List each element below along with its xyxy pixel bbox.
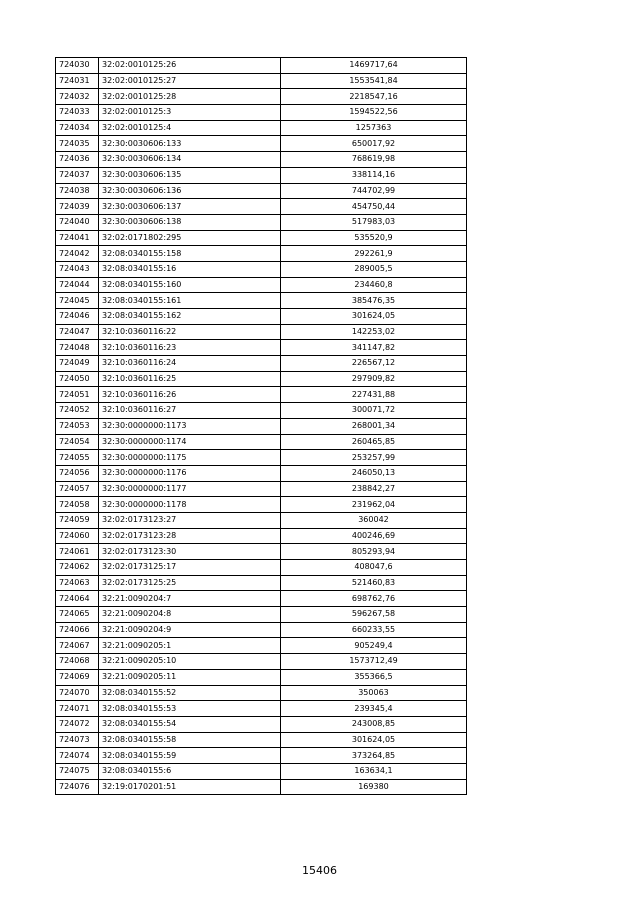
- cadastral-number-cell: 32:30:0000000:1174: [99, 434, 281, 450]
- value-cell: 341147,82: [281, 340, 467, 356]
- value-cell: 521460,83: [281, 575, 467, 591]
- value-cell: 169380: [281, 779, 467, 795]
- cadastral-number-cell: 32:30:0000000:1177: [99, 481, 281, 497]
- cadastral-number-cell: 32:02:0173123:30: [99, 544, 281, 560]
- value-cell: 239345,4: [281, 701, 467, 717]
- row-id-cell: 724071: [56, 701, 99, 717]
- cadastral-number-cell: 32:30:0000000:1178: [99, 497, 281, 513]
- table-row: [56, 356, 467, 372]
- table-row: [56, 544, 467, 560]
- cadastral-number-cell: 32:08:0340155:6: [99, 763, 281, 779]
- row-id-cell: 724061: [56, 544, 99, 560]
- table-row: [56, 105, 467, 121]
- cadastral-number-cell: 32:10:0360116:22: [99, 324, 281, 340]
- value-cell: 454750,44: [281, 199, 467, 215]
- value-cell: 698762,76: [281, 591, 467, 607]
- cadastral-number-cell: 32:02:0173125:25: [99, 575, 281, 591]
- table-row: [56, 434, 467, 450]
- cadastral-number-cell: 32:08:0340155:16: [99, 261, 281, 277]
- row-id-cell: 724072: [56, 716, 99, 732]
- cadastral-number-cell: 32:02:0010125:4: [99, 120, 281, 136]
- cadastral-value-table: [55, 57, 467, 795]
- table-row: [56, 591, 467, 607]
- cadastral-number-cell: 32:08:0340155:54: [99, 716, 281, 732]
- value-cell: 660233,55: [281, 622, 467, 638]
- cadastral-number-cell: 32:10:0360116:24: [99, 356, 281, 372]
- cadastral-number-cell: 32:02:0010125:27: [99, 73, 281, 89]
- table-row: [56, 732, 467, 748]
- row-id-cell: 724074: [56, 748, 99, 764]
- value-cell: 289005,5: [281, 261, 467, 277]
- table-row: [56, 309, 467, 325]
- value-cell: 1594522,56: [281, 105, 467, 121]
- cadastral-number-cell: 32:08:0340155:59: [99, 748, 281, 764]
- table-row: [56, 340, 467, 356]
- row-id-cell: 724056: [56, 465, 99, 481]
- table-row: [56, 387, 467, 403]
- row-id-cell: 724032: [56, 89, 99, 105]
- row-id-cell: 724036: [56, 152, 99, 168]
- cadastral-number-cell: 32:08:0340155:161: [99, 293, 281, 309]
- value-cell: 535520,9: [281, 230, 467, 246]
- row-id-cell: 724031: [56, 73, 99, 89]
- value-cell: 385476,35: [281, 293, 467, 309]
- row-id-cell: 724062: [56, 560, 99, 576]
- cadastral-number-cell: 32:21:0090204:8: [99, 607, 281, 623]
- row-id-cell: 724067: [56, 638, 99, 654]
- value-cell: 246050,13: [281, 465, 467, 481]
- row-id-cell: 724050: [56, 371, 99, 387]
- cadastral-number-cell: 32:08:0340155:53: [99, 701, 281, 717]
- table-row: [56, 701, 467, 717]
- cadastral-number-cell: 32:30:0030606:138: [99, 214, 281, 230]
- table-row: [56, 638, 467, 654]
- cadastral-number-cell: 32:21:0090204:9: [99, 622, 281, 638]
- row-id-cell: 724041: [56, 230, 99, 246]
- value-cell: 268001,34: [281, 418, 467, 434]
- table-row: [56, 167, 467, 183]
- table-row: [56, 371, 467, 387]
- row-id-cell: 724043: [56, 261, 99, 277]
- cadastral-number-cell: 32:21:0090204:7: [99, 591, 281, 607]
- cadastral-number-cell: 32:02:0171802:295: [99, 230, 281, 246]
- cadastral-number-cell: 32:30:0000000:1175: [99, 450, 281, 466]
- value-cell: 227431,88: [281, 387, 467, 403]
- value-cell: 517983,03: [281, 214, 467, 230]
- row-id-cell: 724064: [56, 591, 99, 607]
- cadastral-number-cell: 32:30:0030606:134: [99, 152, 281, 168]
- value-cell: 234460,8: [281, 277, 467, 293]
- table-row: [56, 214, 467, 230]
- table-row: [56, 293, 467, 309]
- table-row: [56, 748, 467, 764]
- table-row: [56, 230, 467, 246]
- table-row: [56, 607, 467, 623]
- cadastral-number-cell: 32:21:0090205:10: [99, 654, 281, 670]
- row-id-cell: 724053: [56, 418, 99, 434]
- value-cell: 1257363: [281, 120, 467, 136]
- cadastral-number-cell: 32:10:0360116:26: [99, 387, 281, 403]
- value-cell: 226567,12: [281, 356, 467, 372]
- row-id-cell: 724048: [56, 340, 99, 356]
- cadastral-number-cell: 32:19:0170201:51: [99, 779, 281, 795]
- cadastral-number-cell: 32:30:0030606:133: [99, 136, 281, 152]
- value-cell: 360042: [281, 512, 467, 528]
- row-id-cell: 724034: [56, 120, 99, 136]
- value-cell: 1469717,64: [281, 58, 467, 74]
- table-row: [56, 622, 467, 638]
- row-id-cell: 724045: [56, 293, 99, 309]
- table-row: [56, 575, 467, 591]
- row-id-cell: 724060: [56, 528, 99, 544]
- value-cell: 744702,99: [281, 183, 467, 199]
- cadastral-number-cell: 32:10:0360116:27: [99, 403, 281, 419]
- value-cell: 805293,94: [281, 544, 467, 560]
- value-cell: 238842,27: [281, 481, 467, 497]
- row-id-cell: 724052: [56, 403, 99, 419]
- row-id-cell: 724030: [56, 58, 99, 74]
- cadastral-number-cell: 32:08:0340155:158: [99, 246, 281, 262]
- row-id-cell: 724070: [56, 685, 99, 701]
- row-id-cell: 724058: [56, 497, 99, 513]
- value-cell: 297909,82: [281, 371, 467, 387]
- cadastral-number-cell: 32:30:0000000:1173: [99, 418, 281, 434]
- row-id-cell: 724037: [56, 167, 99, 183]
- value-cell: 355366,5: [281, 669, 467, 685]
- table-row: [56, 497, 467, 513]
- table-row: [56, 58, 467, 74]
- cadastral-number-cell: 32:30:0030606:135: [99, 167, 281, 183]
- value-cell: 905249,4: [281, 638, 467, 654]
- row-id-cell: 724046: [56, 309, 99, 325]
- table-body: [56, 58, 467, 795]
- row-id-cell: 724066: [56, 622, 99, 638]
- table-row: [56, 324, 467, 340]
- table-row: [56, 779, 467, 795]
- cadastral-number-cell: 32:08:0340155:162: [99, 309, 281, 325]
- table-row: [56, 246, 467, 262]
- value-cell: 163634,1: [281, 763, 467, 779]
- value-cell: 292261,9: [281, 246, 467, 262]
- table-row: [56, 716, 467, 732]
- row-id-cell: 724073: [56, 732, 99, 748]
- row-id-cell: 724038: [56, 183, 99, 199]
- table-row: [56, 450, 467, 466]
- cadastral-number-cell: 32:10:0360116:23: [99, 340, 281, 356]
- value-cell: 231962,04: [281, 497, 467, 513]
- table-row: [56, 763, 467, 779]
- value-cell: 400246,69: [281, 528, 467, 544]
- value-cell: 350063: [281, 685, 467, 701]
- cadastral-number-cell: 32:02:0173125:17: [99, 560, 281, 576]
- cadastral-number-cell: 32:02:0173123:27: [99, 512, 281, 528]
- row-id-cell: 724039: [56, 199, 99, 215]
- row-id-cell: 724075: [56, 763, 99, 779]
- table-row: [56, 277, 467, 293]
- cadastral-number-cell: 32:21:0090205:11: [99, 669, 281, 685]
- row-id-cell: 724068: [56, 654, 99, 670]
- row-id-cell: 724065: [56, 607, 99, 623]
- value-cell: 650017,92: [281, 136, 467, 152]
- value-cell: 253257,99: [281, 450, 467, 466]
- row-id-cell: 724035: [56, 136, 99, 152]
- table-row: [56, 418, 467, 434]
- value-cell: 1573712,49: [281, 654, 467, 670]
- value-cell: 768619,98: [281, 152, 467, 168]
- value-cell: 260465,85: [281, 434, 467, 450]
- value-cell: 1553541,84: [281, 73, 467, 89]
- cadastral-number-cell: 32:30:0030606:137: [99, 199, 281, 215]
- row-id-cell: 724040: [56, 214, 99, 230]
- table-row: [56, 261, 467, 277]
- cadastral-number-cell: 32:02:0010125:3: [99, 105, 281, 121]
- cadastral-number-cell: 32:08:0340155:160: [99, 277, 281, 293]
- value-cell: 338114,16: [281, 167, 467, 183]
- row-id-cell: 724047: [56, 324, 99, 340]
- row-id-cell: 724033: [56, 105, 99, 121]
- table-row: [56, 560, 467, 576]
- row-id-cell: 724054: [56, 434, 99, 450]
- value-cell: 142253,02: [281, 324, 467, 340]
- row-id-cell: 724069: [56, 669, 99, 685]
- cadastral-number-cell: 32:08:0340155:58: [99, 732, 281, 748]
- table-row: [56, 685, 467, 701]
- value-cell: 301624,05: [281, 732, 467, 748]
- table-row: [56, 89, 467, 105]
- value-cell: 243008,85: [281, 716, 467, 732]
- table-row: [56, 512, 467, 528]
- cadastral-number-cell: 32:10:0360116:25: [99, 371, 281, 387]
- page-number: 15406: [302, 864, 337, 877]
- table-row: [56, 199, 467, 215]
- row-id-cell: 724076: [56, 779, 99, 795]
- table-row: [56, 152, 467, 168]
- cadastral-number-cell: 32:30:0000000:1176: [99, 465, 281, 481]
- table-row: [56, 654, 467, 670]
- row-id-cell: 724063: [56, 575, 99, 591]
- table-row: [56, 669, 467, 685]
- table-row: [56, 73, 467, 89]
- table-row: [56, 403, 467, 419]
- cadastral-number-cell: 32:21:0090205:1: [99, 638, 281, 654]
- value-cell: 300071,72: [281, 403, 467, 419]
- value-cell: 408047,6: [281, 560, 467, 576]
- table-row: [56, 528, 467, 544]
- row-id-cell: 724051: [56, 387, 99, 403]
- value-cell: 2218547,16: [281, 89, 467, 105]
- cadastral-number-cell: 32:02:0010125:28: [99, 89, 281, 105]
- value-cell: 301624,05: [281, 309, 467, 325]
- row-id-cell: 724055: [56, 450, 99, 466]
- table-row: [56, 183, 467, 199]
- value-cell: 596267,58: [281, 607, 467, 623]
- cadastral-number-cell: 32:30:0030606:136: [99, 183, 281, 199]
- cadastral-number-cell: 32:02:0173123:28: [99, 528, 281, 544]
- row-id-cell: 724059: [56, 512, 99, 528]
- table-row: [56, 136, 467, 152]
- value-cell: 373264,85: [281, 748, 467, 764]
- row-id-cell: 724042: [56, 246, 99, 262]
- table-row: [56, 465, 467, 481]
- table-row: [56, 481, 467, 497]
- row-id-cell: 724044: [56, 277, 99, 293]
- table-row: [56, 120, 467, 136]
- row-id-cell: 724049: [56, 356, 99, 372]
- cadastral-number-cell: 32:08:0340155:52: [99, 685, 281, 701]
- row-id-cell: 724057: [56, 481, 99, 497]
- cadastral-number-cell: 32:02:0010125:26: [99, 58, 281, 74]
